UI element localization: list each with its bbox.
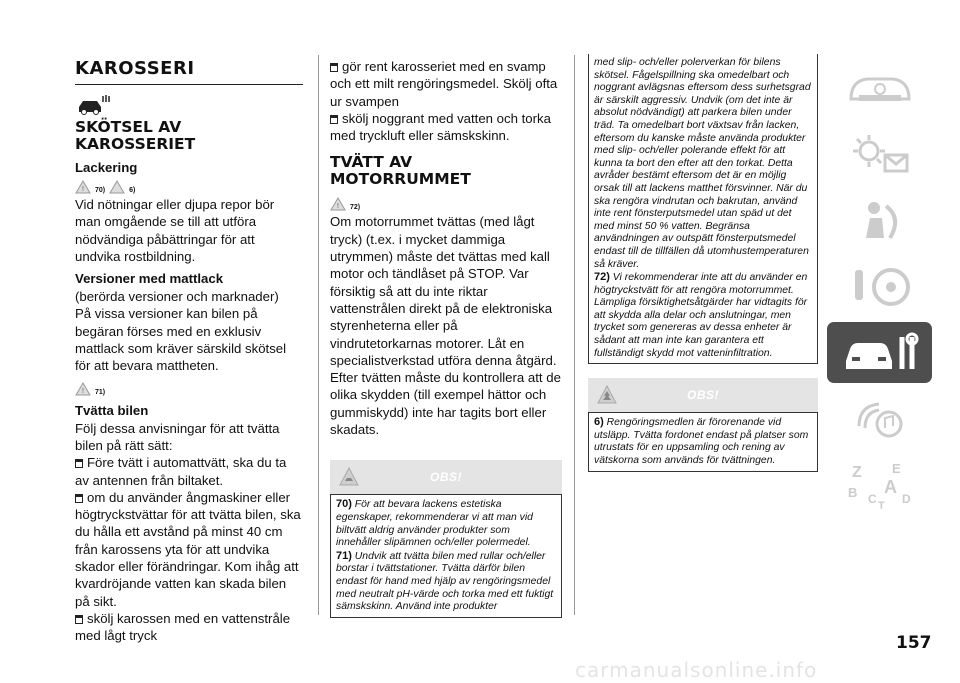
wash-bullet: skölj karossen med en vattenstråle med lågt tryck — [75, 610, 291, 644]
footer-watermark: carmanualsonline.info — [575, 658, 818, 682]
svg-text:B: B — [847, 484, 857, 500]
svg-text:E: E — [891, 460, 901, 476]
tile-warning-lights[interactable] — [827, 124, 932, 185]
checkbox-bullet-icon — [75, 615, 83, 624]
note-70: 70) För att bevara lackens estetiska egenskaper, rekommenderar vi att man vid biltvätt aldrig använder produkter som innehåller slipämnen och/eller polermedel. — [336, 498, 533, 549]
wash-bullet: gör rent karosseriet med en svamp och ett milt rengöringsmedel. Skölj ofta ur svampen — [330, 59, 558, 109]
note-71: 71) Undvik att tvätta bilen med rullar och/eller borstar i tvättstationer. Tvätta därför bilen endast för hand med hjälp av rengöringsmedel med neutralt pH-värde och torka med ett fuktigt sämskskinn. Använd inte produkter — [336, 549, 554, 613]
svg-text:!: ! — [82, 387, 84, 395]
car-wash-icon — [75, 93, 303, 115]
caution-triangle-icon — [338, 466, 360, 488]
chapter-title: KAROSSERI — [75, 58, 195, 79]
column-2 — [330, 58, 562, 618]
motor-refs: ! 72) — [330, 194, 562, 211]
section-title: SKÖTSEL AV KAROSSERIET — [75, 118, 196, 153]
note-71-continued: med slip- och/eller polerverkan för bilens skötsel. Fågelspillning ska omedelbart och noggrant avlägsnas eftersom dess surhetsgrad är särskilt aggressiv. Undvik (om det inte är absolut nödvändigt) att parkera bilen under träd. Ta omedelbart bort växtsav från lacken, eftersom du kanske måste använda produkter med slip- och/eller polerande effekt för att kunna ta bort den efter att den torkat. Detta avråder bestämt eftersom det är en möjlig orsak till att lackens matthet försvinner. När du ska rengöra vindrutan och bakrutan, använd inte rent fönsterputsmedel utan späd ut det med minst 50 % vatten. Begränsa användningen av outspätt fönsterputsmedel endast till de tillfällen då utomhustemperaturen så kräver. — [594, 57, 811, 270]
checkbox-bullet-icon — [75, 459, 83, 468]
checkbox-bullet-icon — [330, 63, 338, 72]
checkbox-bullet-icon — [330, 115, 338, 124]
lackering-refs: ! 70) 6) — [75, 177, 303, 194]
checkbox-bullet-icon — [75, 494, 83, 503]
warning-lights-icon — [845, 133, 915, 177]
tile-multimedia[interactable] — [827, 388, 932, 449]
svg-text:T: T — [877, 499, 885, 511]
warning-triangle-icon — [75, 180, 91, 194]
svg-text:!: ! — [82, 186, 84, 193]
svg-text:C: C — [867, 491, 877, 506]
tile-starting-driving[interactable] — [827, 256, 932, 317]
key-steering-icon — [845, 264, 915, 310]
matt-sub: (berörda versioner och marknader) — [75, 289, 279, 305]
safety-airbag-icon — [850, 198, 910, 244]
tile-maintenance[interactable] — [827, 322, 932, 383]
svg-text:A: A — [883, 476, 897, 497]
svg-text:Z: Z — [851, 463, 862, 481]
wash-heading: Tvätta bilen — [75, 402, 149, 418]
tile-safety[interactable] — [827, 190, 932, 251]
obs-banner: OBS! — [588, 378, 818, 412]
svg-text:D: D — [901, 491, 911, 506]
motor-text: Om motorrummet tvättas (med lågt tryck) (t.ex. i mycket dammiga utrymmen) måste det tvättas med kall motor och tändlåset på STOP. Var försiktig så att du inte riktar vattenstrålen direkt på de elektroniska styrenheterna eller på vindrutetorkarnas motorer. Låt en specialistverkstad utföra denna åtgärd. Efter tvätten måste du kontrollera att de olika skydden (till exempel hättor och gummiskydd) inte har tagits bort eller skadats. — [330, 214, 561, 438]
index-icon — [840, 459, 920, 511]
title-rule — [75, 84, 303, 85]
matt-refs: ! 71) — [75, 379, 303, 396]
motor-section-title: TVÄTT AV MOTORRUMMET — [330, 153, 471, 189]
warning-triangle-icon — [75, 382, 91, 396]
warning-triangle-icon — [330, 197, 346, 211]
maintenance-icon — [840, 331, 920, 375]
page-number: 157 — [896, 633, 932, 653]
notes-box — [330, 494, 562, 617]
wash-bullet: skölj noggrant med vatten och torka med tryckluft eller sämskskinn. — [330, 110, 551, 144]
multimedia-icon — [845, 396, 915, 442]
svg-text:!: ! — [337, 203, 339, 211]
column-3 — [588, 58, 818, 472]
obs-banner: OBS! — [330, 460, 562, 494]
tile-index[interactable] — [827, 454, 932, 515]
wash-bullet: Före tvätt i automattvätt, ska du ta av antennen från biltaket. — [75, 455, 287, 488]
environment-tree-icon — [596, 384, 618, 406]
column-divider — [574, 55, 575, 615]
column-1 — [75, 58, 303, 645]
matt-text: På vissa versioner kan bilen på begäran förses med en exklusiv mattlack som kräver särskild skötsel för att bevara mattheten. — [75, 306, 287, 374]
env-notes-box — [588, 412, 818, 471]
caution-triangle-icon — [109, 180, 125, 194]
wash-text: Följ dessa anvisningar för att tvätta bilen på rätt sätt: — [75, 420, 280, 453]
lackering-text: Vid nötningar eller djupa repor bör man omgående se till att utföra nödvändiga påbättringar för att undvika rostbildning. — [75, 197, 275, 264]
chapter-sidebar — [827, 58, 932, 520]
notes-box-continued — [588, 54, 818, 364]
note-72: 72) Vi rekommenderar inte att du använder en högtryckstvätt för att rengöra motorrummet. Lämpliga försiktighetsåtgärder har vidtagits för att skydda alla delar och anslutningar, men trycket som genereras av dessa enheter är sådant att man inte kan garantera ett fullständigt skydd mot vatteninfiltration. — [594, 271, 808, 359]
car-dashboard-icon — [845, 69, 915, 109]
matt-heading: Versioner med mattlack — [75, 271, 224, 287]
wash-bullet: om du använder ångmaskiner eller högtryckstvättar för att tvätta bilen, ska du hålla ett avstånd på minst 40 cm från karossens yta för att undvika skador eller förändringar. Kom ihåg att kvardröjande vatten kan skada bilen på sikt. — [75, 489, 301, 609]
column-divider — [318, 55, 319, 615]
lackering-heading: Lackering — [75, 160, 138, 175]
tile-dashboard[interactable] — [827, 58, 932, 119]
note-6: 6) Rengöringsmedlen är förorenande vid utsläpp. Tvätta fordonet endast på platser som utrustats för en uppsamling och rening av vätskorna som används för tvättningen. — [594, 416, 809, 467]
